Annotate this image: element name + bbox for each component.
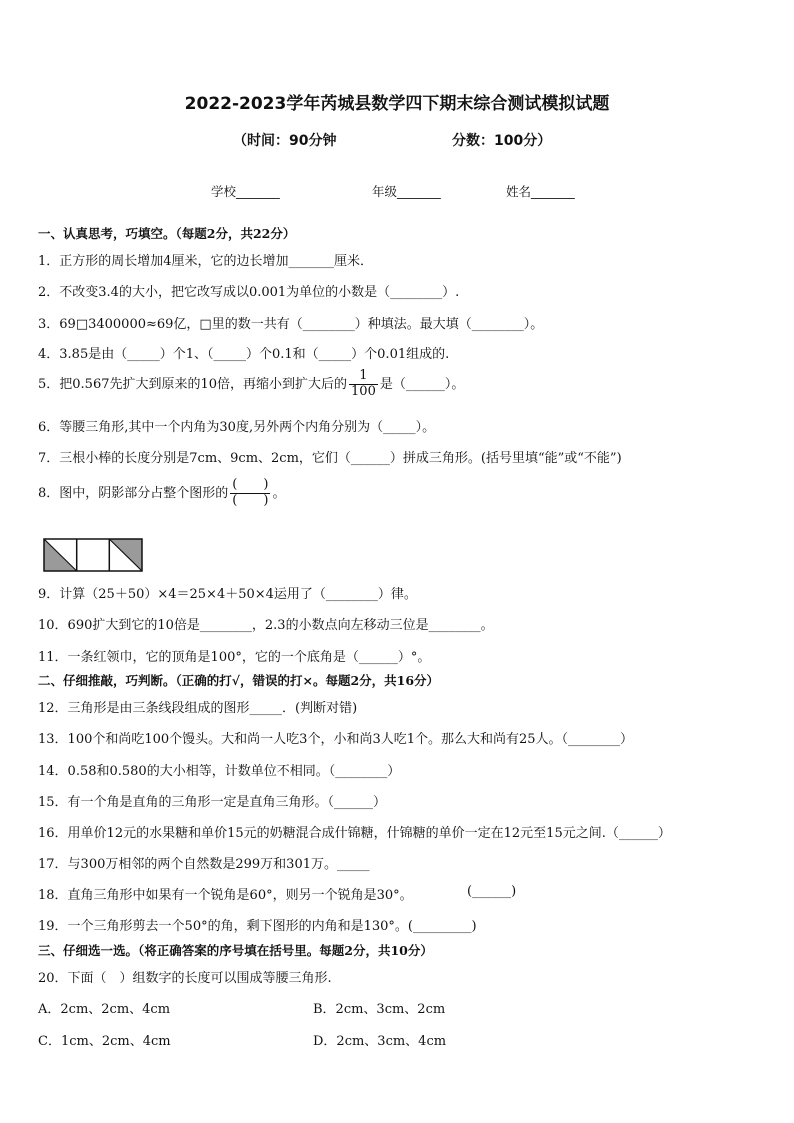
section-3-heading: 三、仔细选一选。（将正确答案的序号填在括号里。每题2分，共10分） bbox=[38, 943, 433, 958]
question-5-fraction bbox=[349, 369, 378, 400]
question-3: 3．69□3400000≈69亿，□里的数一共有（________）种填法。最大填（________）。 bbox=[38, 317, 544, 332]
question-20: 20．下面（ ）组数字的长度可以围成等腰三角形. bbox=[38, 971, 332, 986]
question-19: 19．一个三角形剪去一个50°的角，剩下图形的内角和是130°。(_________) bbox=[38, 919, 477, 934]
fraction-numerator: ( ) bbox=[232, 477, 269, 492]
section-1-heading: 一、认真思考，巧填空。（每题2分，共22分） bbox=[38, 226, 296, 241]
question-4: 4．3.85是由（_____）个1、（_____）个0.1和（_____）个0.01组成的. bbox=[38, 347, 450, 362]
option-b: B．2cm、3cm、2cm bbox=[313, 1002, 446, 1017]
question-18-blank: (______) bbox=[467, 884, 517, 899]
question-9: 9．计算（25＋50）×4＝25×4＋50×4运用了（________）律。 bbox=[38, 587, 417, 602]
question-11: 11．一条红领巾，它的顶角是100°，它的一个底角是（______）°。 bbox=[38, 650, 431, 665]
school-field: 学校_______ bbox=[211, 184, 280, 199]
section-2-heading: 二、仔细推敲，巧判断。（正确的打√，错误的打×。每题2分，共16分） bbox=[38, 673, 440, 688]
question-8-text: 8．图中，阴影部分占整个图形的 bbox=[38, 485, 229, 501]
page-title: 2022-2023学年芮城县数学四下期末综合测试模拟试题 bbox=[184, 94, 610, 114]
fraction-denominator: 100 bbox=[351, 383, 376, 399]
exam-time: （时间：90分钟 bbox=[233, 133, 337, 149]
question-8-fraction bbox=[230, 478, 270, 509]
option-d: D．2cm、3cm、4cm bbox=[313, 1034, 447, 1049]
name-field: 姓名_______ bbox=[506, 184, 575, 199]
question-1: 1．正方形的周长增加4厘米，它的边长增加_______厘米． bbox=[38, 254, 374, 269]
question-13: 13．100个和尚吃100个馒头。大和尚一人吃3个，小和尚3人吃1个。那么大和尚有25人。（________） bbox=[38, 732, 634, 747]
exam-score: 分数：100分） bbox=[452, 133, 552, 149]
question-8 bbox=[38, 478, 285, 509]
question-16: 16．用单价12元的水果糖和单价15元的奶糖混合成什锦糖，什锦糖的单价一定在12元至15元之间.（______） bbox=[38, 826, 671, 841]
question-5-text: 5．把0.567先扩大到原来的10倍，再缩小到扩大后的 bbox=[38, 376, 348, 392]
option-c: C．1cm、2cm、4cm bbox=[38, 1034, 171, 1049]
question-18: 18．直角三角形中如果有一个锐角是60°，则另一个锐角是30°。 bbox=[38, 888, 413, 903]
question-15: 15．有一个角是直角的三角形一定是直角三角形。（______） bbox=[38, 795, 387, 810]
question-10: 10．690扩大到它的10倍是________，2.3的小数点向左移动三位是________。 bbox=[38, 618, 494, 633]
question-6: 6．等腰三角形,其中一个内角为30度,另外两个内角分别为（_____）。 bbox=[38, 420, 436, 435]
question-5 bbox=[38, 369, 464, 400]
grade-field: 年级_______ bbox=[372, 184, 441, 199]
question-14: 14．0.58和0.580的大小相等，计数单位不相同。（________） bbox=[38, 764, 401, 779]
question-7: 7．三根小棒的长度分别是7cm、9cm、2cm，它们（______）拼成三角形。(括号里填“能”或“不能”) bbox=[38, 451, 622, 466]
question-17: 17．与300万相邻的两个自然数是299万和301万。_____ bbox=[38, 857, 370, 872]
shaded-squares-figure bbox=[43, 538, 143, 572]
question-8-tail: 。 bbox=[272, 485, 286, 501]
option-a: A．2cm、2cm、4cm bbox=[38, 1002, 171, 1017]
question-12: 12．三角形是由三条线段组成的图形_____．(判断对错) bbox=[38, 701, 358, 716]
question-5-tail: 是（______）。 bbox=[379, 376, 465, 392]
fraction-denominator: ( ) bbox=[232, 492, 269, 508]
fraction-numerator: 1 bbox=[349, 369, 378, 385]
question-2: 2．不改变3.4的大小，把它改写成以0.001为单位的小数是（________）. bbox=[38, 285, 460, 300]
